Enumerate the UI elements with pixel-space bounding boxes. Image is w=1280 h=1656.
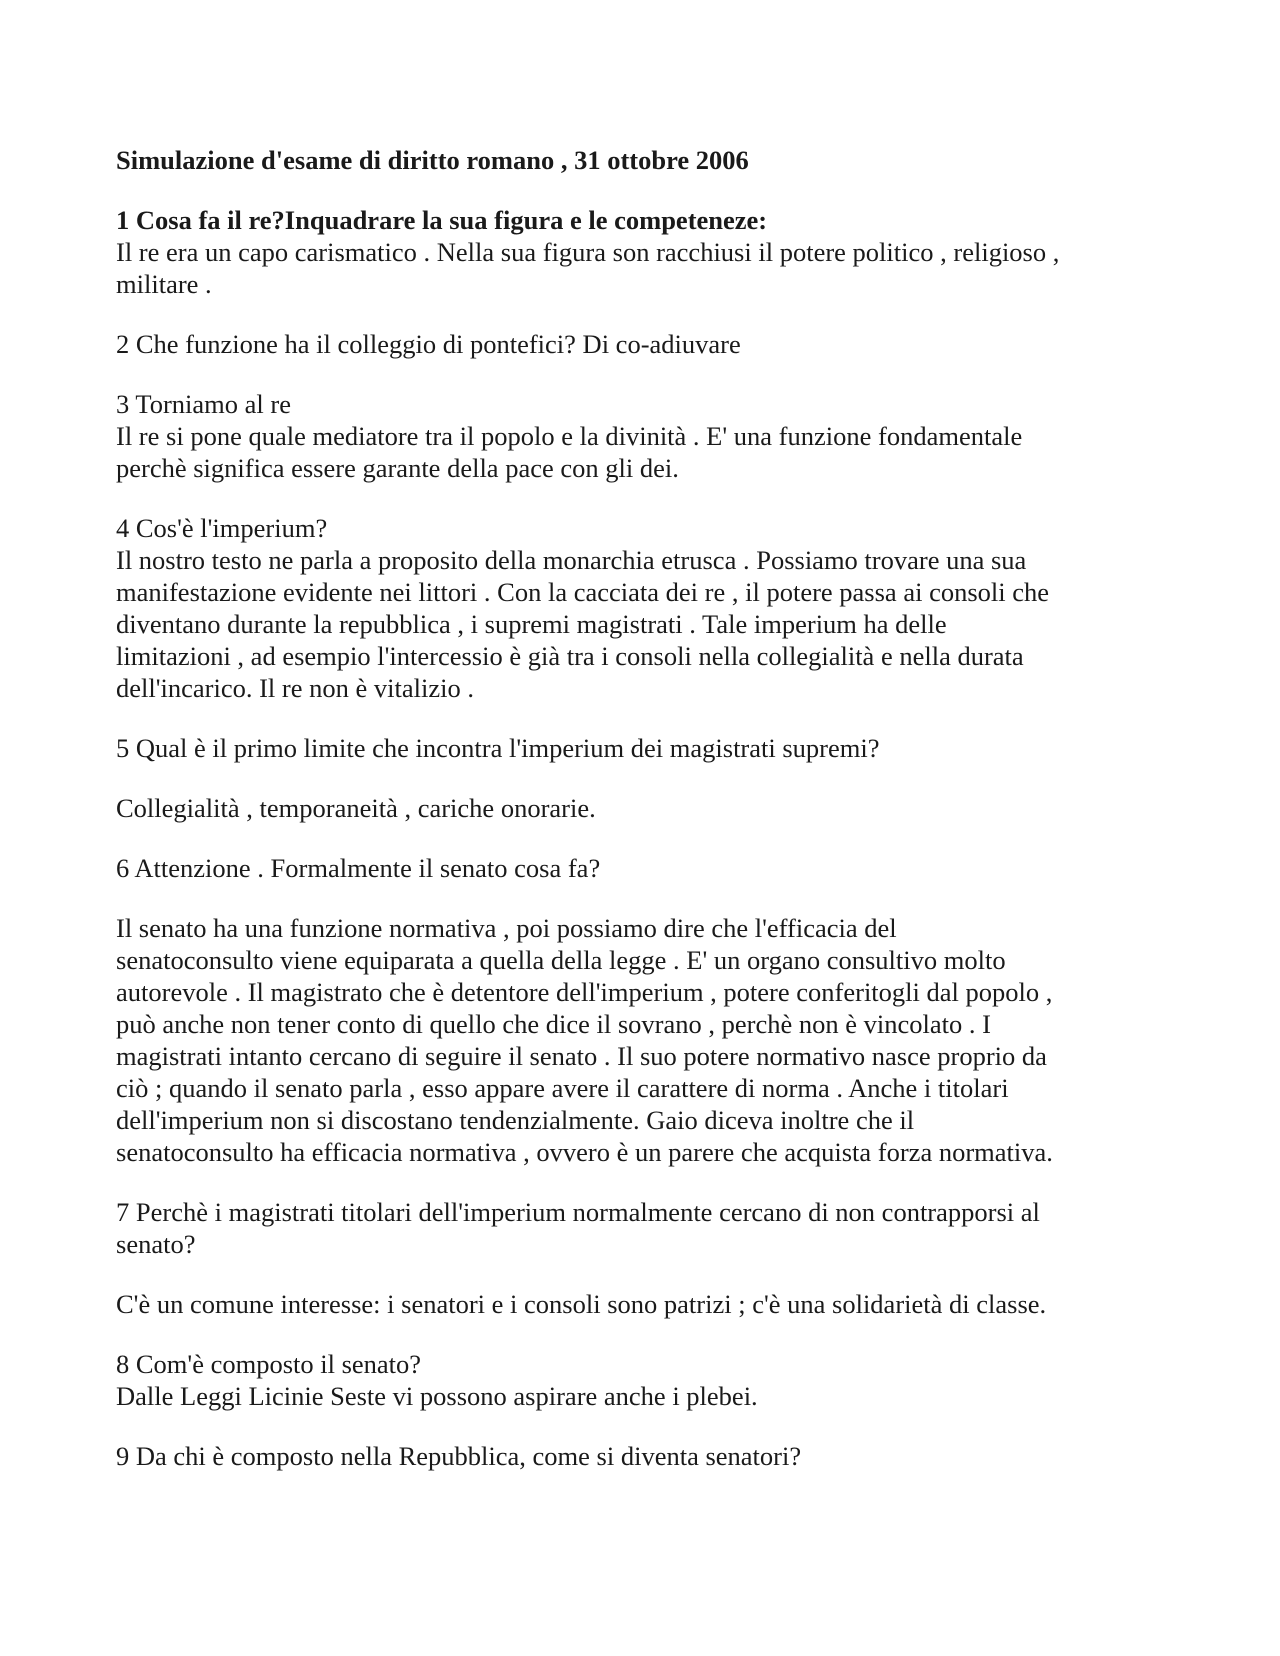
answer-6-line-4: può anche non tener conto di quello che dice il sovrano , perchè non è vincolato . I — [116, 1009, 991, 1039]
answer-8: Dalle Leggi Licinie Seste vi possono aspirare anche i plebei. — [116, 1381, 758, 1411]
answer-7: C'è un comune interesse: i senatori e i consoli sono patrizi ; c'è una solidarietà di classe. — [116, 1289, 1047, 1319]
answer-7-block — [116, 1288, 1176, 1320]
answer-6-line-1: Il senato ha una funzione normativa , poi possiamo dire che l'efficacia del — [116, 913, 897, 943]
question-9: 9 Da chi è composto nella Repubblica, come si diventa senatori? — [116, 1441, 802, 1471]
answer-4-line-1: Il nostro testo ne parla a proposito della monarchia etrusca . Possiamo trovare una sua — [116, 545, 1027, 575]
question-3-block — [116, 388, 1176, 484]
question-2: 2 Che funzione ha il colleggio di pontefici? Di co-adiuvare — [116, 329, 741, 359]
question-8: 8 Com'è composto il senato? — [116, 1349, 422, 1379]
answer-6-line-8: senatoconsulto ha efficacia normativa , ovvero è un parere che acquista forza normativa. — [116, 1137, 1053, 1167]
question-6: 6 Attenzione . Formalmente il senato cosa fa? — [116, 853, 601, 883]
answer-1-line-2: militare . — [116, 269, 212, 299]
question-6-block — [116, 852, 1176, 884]
question-7-block — [116, 1196, 1176, 1260]
answer-6-line-3: autorevole . Il magistrato che è detentore dell'imperium , potere conferitogli dal popolo , — [116, 977, 1053, 1007]
answer-5: Collegialità , temporaneità , cariche onorarie. — [116, 793, 596, 823]
answer-6-line-5: magistrati intanto cercano di seguire il senato . Il suo potere normativo nasce proprio da — [116, 1041, 1047, 1071]
question-7-line-2: senato? — [116, 1229, 196, 1259]
question-9-block — [116, 1440, 1176, 1472]
answer-5-block — [116, 792, 1176, 824]
answer-4-line-4: limitazioni , ad esempio l'intercessio è già tra i consoli nella collegialità e nella durata — [116, 641, 1024, 671]
answer-4-line-2: manifestazione evidente nei littori . Con la cacciata dei re , il potere passa ai consoli che — [116, 577, 1050, 607]
answer-4-line-3: diventano durante la repubblica , i supremi magistrati . Tale imperium ha delle — [116, 609, 947, 639]
question-1: 1 Cosa fa il re?Inquadrare la sua figura e le competeneze: — [116, 205, 768, 235]
answer-6-line-2: senatoconsulto viene equiparata a quella della legge . E' un organo consultivo molto — [116, 945, 1006, 975]
question-4: 4 Cos'è l'imperium? — [116, 513, 328, 543]
question-5: 5 Qual è il primo limite che incontra l'imperium dei magistrati supremi? — [116, 733, 880, 763]
question-7-line-1: 7 Perchè i magistrati titolari dell'imperium normalmente cercano di non contrapporsi al — [116, 1197, 1040, 1227]
answer-3-line-1: Il re si pone quale mediatore tra il popolo e la divinità . E' una funzione fondamentale — [116, 421, 1023, 451]
answer-6-block — [116, 912, 1176, 1168]
answer-3-line-2: perchè significa essere garante della pace con gli dei. — [116, 453, 679, 483]
answer-1-line-1: Il re era un capo carismatico . Nella sua figura son racchiusi il potere politico , religioso , — [116, 237, 1060, 267]
answer-6-line-7: dell'imperium non si discostano tendenzialmente. Gaio diceva inoltre che il — [116, 1105, 915, 1135]
question-5-block — [116, 732, 1176, 764]
document-title: Simulazione d'esame di diritto romano , 31 ottobre 2006 — [116, 145, 749, 175]
question-8-block — [116, 1348, 1176, 1412]
document-page — [116, 144, 1176, 1500]
question-4-block — [116, 512, 1176, 704]
question-3: 3 Torniamo al re — [116, 389, 292, 419]
answer-4-line-5: dell'incarico. Il re non è vitalizio . — [116, 673, 474, 703]
question-1-block — [116, 204, 1176, 300]
answer-6-line-6: ciò ; quando il senato parla , esso appare avere il carattere di norma . Anche i titolari — [116, 1073, 1009, 1103]
question-2-block — [116, 328, 1176, 360]
